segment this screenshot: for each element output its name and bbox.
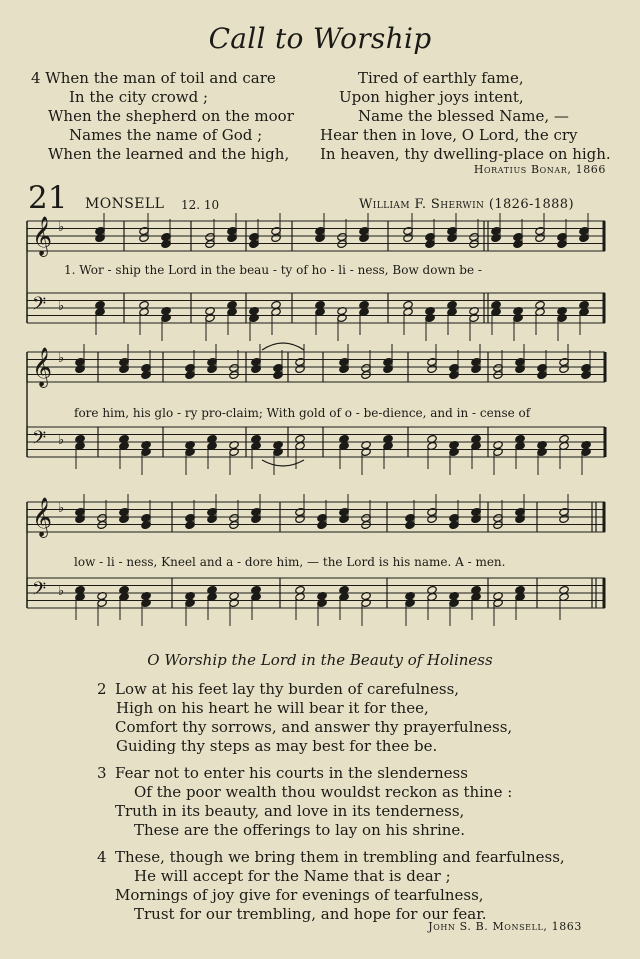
verse-number: 3 xyxy=(97,764,107,782)
tune-name: MONSELL xyxy=(85,196,165,212)
treble-clef: 𝄞 xyxy=(32,497,53,537)
key-signature-flat: ♭ xyxy=(58,351,65,366)
verse-line: Mornings of joy give for evenings of tearfulness, xyxy=(115,886,484,904)
verse-line: Guiding thy steps as may best for thee be. xyxy=(116,737,438,755)
key-signature-flat: ♭ xyxy=(58,433,65,448)
prior-hymn-author: Horatius Bonar, 1866 xyxy=(473,163,606,176)
key-signature-flat: ♭ xyxy=(58,501,65,516)
verse-line: He will accept for the Name that is dear ; xyxy=(134,867,451,885)
tie-arc xyxy=(262,343,304,350)
key-signature-flat: ♭ xyxy=(58,584,65,599)
stanza-line: In heaven, thy dwelling-place on high. xyxy=(320,145,611,163)
bass-clef: 𝄢 xyxy=(32,428,47,453)
verse-number: 4 xyxy=(97,848,107,866)
stanza-line: Upon higher joys intent, xyxy=(339,88,524,106)
hymn-title: O Worship the Lord in the Beauty of Holiness xyxy=(147,651,493,669)
verse-number: 2 xyxy=(97,680,107,698)
verse-line: Truth in its beauty, and love in its tenderness, xyxy=(115,802,465,820)
verse-line: Comfort thy sorrows, and answer thy prayerfulness, xyxy=(115,718,513,736)
verse-line: Trust for our trembling, and hope for our fear. xyxy=(134,905,487,923)
stanza-line: In the city crowd ; xyxy=(69,88,209,106)
stanza-line: Tired of earthly fame, xyxy=(358,69,524,87)
stanza-line: When the shepherd on the moor xyxy=(48,107,294,125)
verse-line: These are the offerings to lay on his shrine. xyxy=(134,821,466,839)
treble-clef: 𝄞 xyxy=(32,347,53,387)
composer: William F. Sherwin (1826-1888) xyxy=(359,197,574,212)
tie-arc xyxy=(262,460,304,466)
verse-line: Low at his feet lay thy burden of carefulness, xyxy=(115,680,460,698)
verse-3 xyxy=(97,764,512,840)
stanza-line: 4 When the man of toil and care xyxy=(31,69,276,87)
bass-clef: 𝄢 xyxy=(32,579,47,604)
verse-line: These, though we bring them in trembling and fearfulness, xyxy=(115,848,565,866)
hymn-author: John S. B. Monsell, 1863 xyxy=(428,920,582,933)
verse-2 xyxy=(97,680,512,756)
score-lyric-line: fore him, his glo - ry pro-claim; With gold of o - be-dience, and in - cense of xyxy=(74,406,531,420)
bass-clef: 𝄢 xyxy=(32,294,47,319)
hymn-number: 21 xyxy=(28,180,68,216)
meter: 12. 10 xyxy=(181,198,220,212)
verse-4 xyxy=(97,848,565,924)
stanza-line: Names the name of God ; xyxy=(69,126,263,144)
stanza-line: When the learned and the high, xyxy=(48,145,290,163)
stanza-line: Hear then in love, O Lord, the cry xyxy=(320,126,578,144)
score-lyric-line: 1. Wor - ship the Lord in the beau - ty of ho - li - ness, Bow down be - xyxy=(64,263,482,277)
verse-line: Of the poor wealth thou wouldst reckon as thine : xyxy=(134,783,513,801)
page-title: Call to Worship xyxy=(208,22,432,55)
score-lyric-line: low - li - ness, Kneel and a - dore him, — the Lord is his name. A - men. xyxy=(74,555,506,569)
stanza-line: Name the blessed Name, — xyxy=(358,107,569,125)
verse-line: High on his heart he will bear it for thee, xyxy=(116,699,429,717)
treble-clef: 𝄞 xyxy=(32,216,53,256)
key-signature-flat: ♭ xyxy=(58,299,65,314)
key-signature-flat: ♭ xyxy=(58,220,65,235)
verse-line: Fear not to enter his courts in the slenderness xyxy=(115,764,468,782)
